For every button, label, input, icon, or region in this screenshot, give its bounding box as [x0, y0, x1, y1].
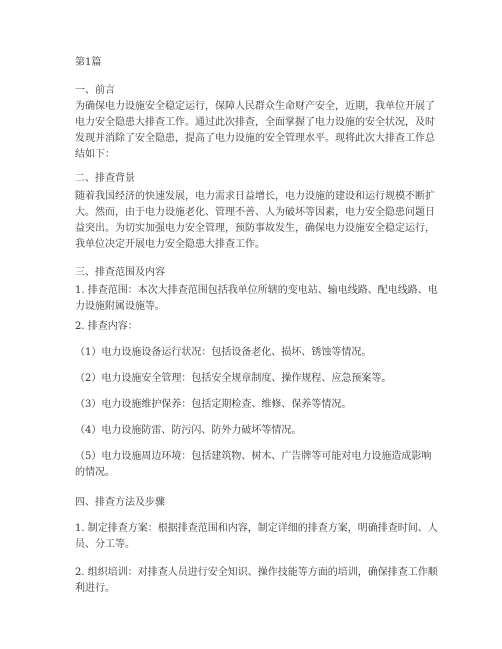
- page-label: 第1篇: [75, 57, 102, 68]
- paragraph-scope: 1. 排查范围：本次大排查范围包括我单位所辖的变电站、输电线路、配电线路、电力设施附属设施等。: [75, 285, 438, 312]
- list-item: （4）电力设施防雷、防污闪、防外力破坏等情况。: [75, 425, 302, 436]
- list-item: （5）电力设施周边环境：包括建筑物、树木、广告牌等可能对电力设施造成影响的情况。: [75, 451, 432, 478]
- list-item: （1）电力设施设备运行状况：包括设备老化、损坏、锈蚀等情况。: [75, 347, 372, 358]
- list-item: （3）电力设施维护保养：包括定期检查、维修、保养等情况。: [75, 399, 352, 410]
- section-heading-preface: 一、前言: [75, 85, 115, 96]
- paragraph-step-2: 2. 组织培训：对排查人员进行安全知识、操作技能等方面的培训，确保排查工作顺利进行。: [75, 567, 438, 594]
- paragraph-content-title: 2. 排查内容：: [75, 321, 138, 332]
- section-heading-background: 二、排查背景: [75, 173, 135, 184]
- list-item: （2）电力设施安全管理：包括安全规章制度、操作规程、应急预案等。: [75, 373, 392, 384]
- paragraph-background: 随着我国经济的快速发展，电力需求日益增长，电力设施的建设和运行规模不断扩大。然而，由于电力设施老化、管理不善、人为破坏等因素，电力安全隐患问题日益突出。为切实加强电力安全管理，预防事故发生，确保电力设施安全稳定运行，我单位决定开展电力安全隐患大排查工作。: [75, 191, 435, 250]
- paragraph-step-1: 1. 制定排查方案：根据排查范围和内容，制定详细的排查方案，明确排查时间、人员、分工等。: [75, 523, 438, 550]
- section-heading-methods: 四、排查方法及步骤: [75, 497, 165, 508]
- paragraph-preface: 为确保电力设施安全稳定运行，保障人民群众生命财产安全，近期，我单位开展了电力安全隐患大排查工作。通过此次排查，全面掌握了电力设施的安全状况，及时发现并消除了安全隐患，提高了电力设施的安全管理水平。现将此次大排查工作总结如下：: [75, 101, 435, 160]
- section-heading-scope: 三、排查范围及内容: [75, 267, 165, 278]
